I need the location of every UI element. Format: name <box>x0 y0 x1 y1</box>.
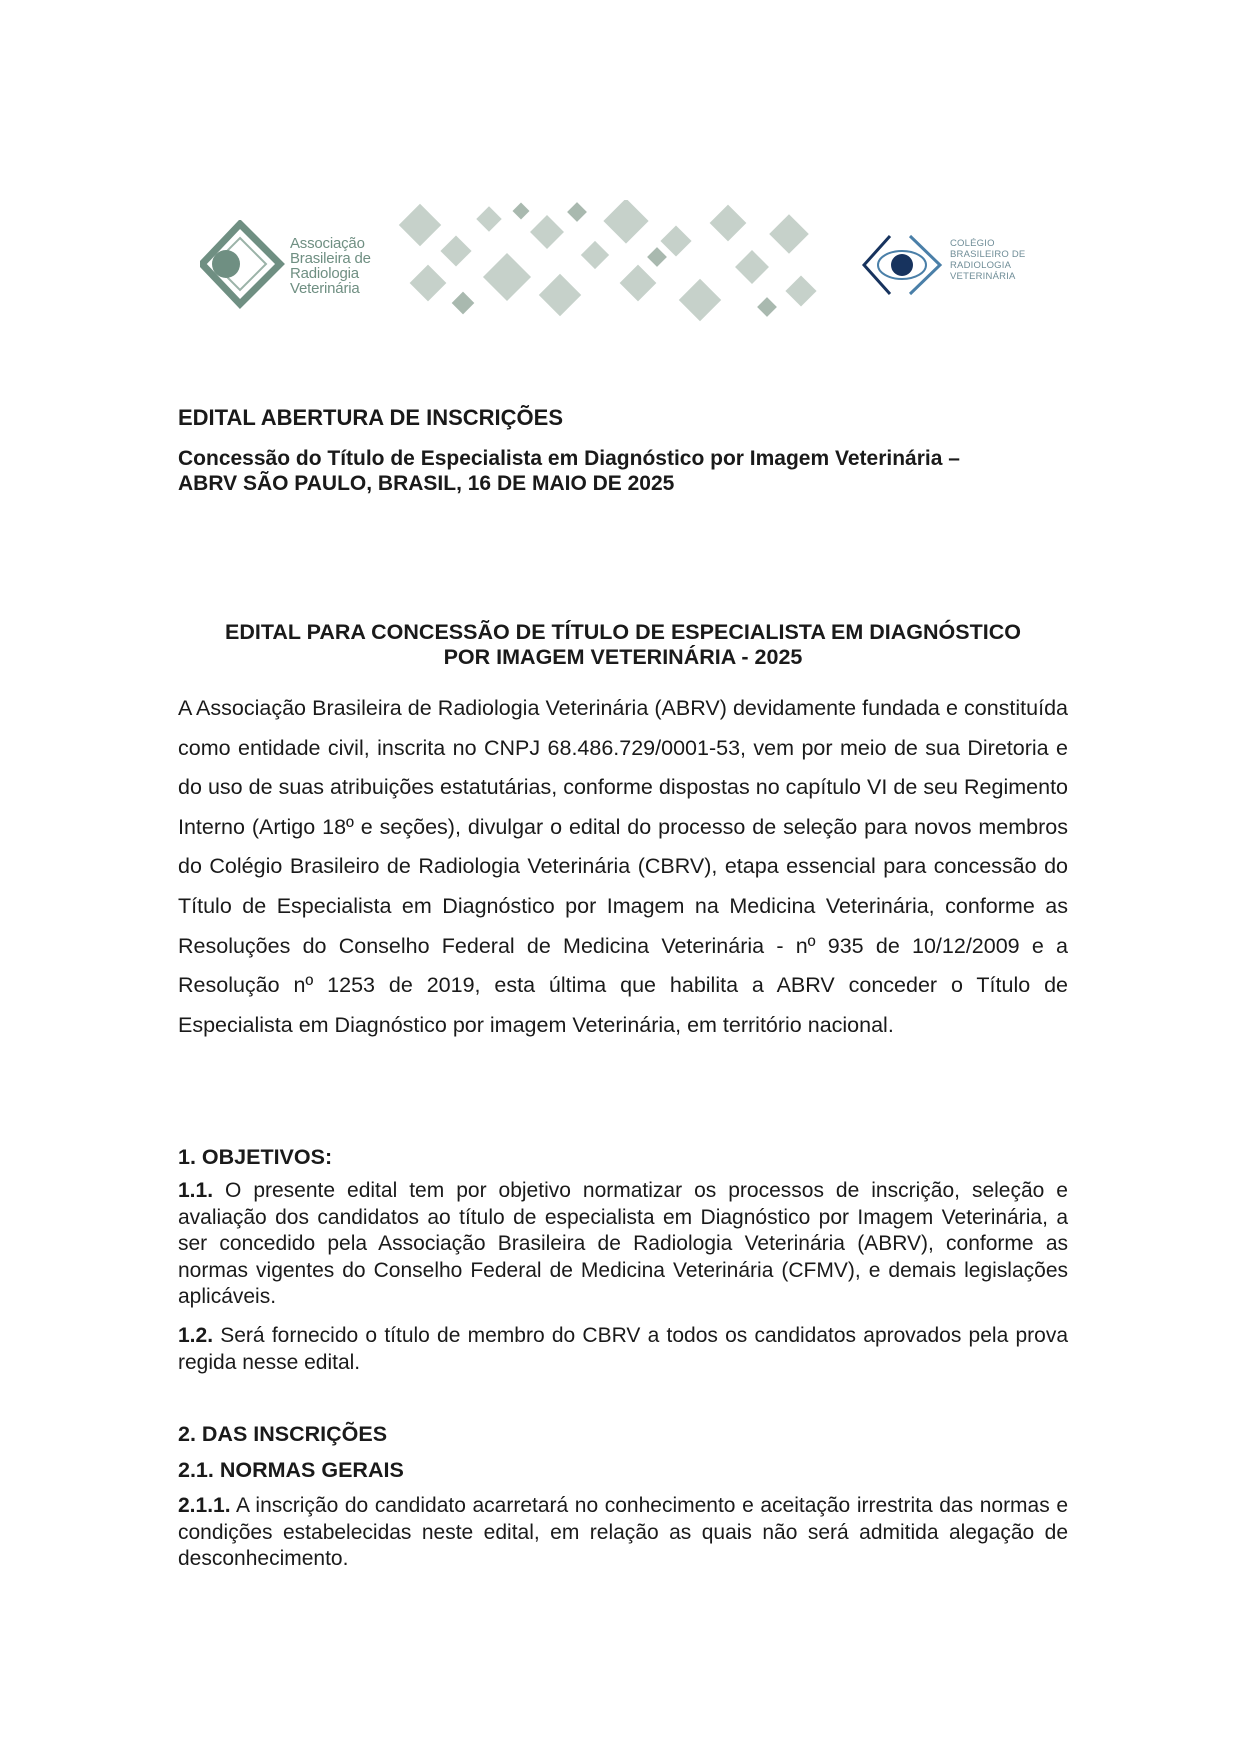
abrv-diamond-icon <box>200 220 285 310</box>
cbrv-logo-line: BRASILEIRO DE <box>950 249 1026 260</box>
cbrv-eye-icon <box>860 230 945 300</box>
paragraph-2-1-1 <box>178 1493 1068 1573</box>
edital-heading-line: EDITAL PARA CONCESSÃO DE TÍTULO DE ESPECIALISTA EM DIAGNÓSTICO <box>225 620 1021 644</box>
paragraph-text: O presente edital tem por objetivo normatizar os processos de inscrição, seleção e avaliação dos candidatos ao título de especialista em Diagnóstico por Imagem Veterinária, a ser concedido pela Associação Brasileira de Radiologia Veterinária (ABRV), conforme as normas vigentes do Conselho Federal de Medicina Veterinária (CFMV), e demais legislações aplicáveis. <box>178 1179 1068 1308</box>
cbrv-logo-line: RADIOLOGIA <box>950 260 1012 271</box>
section-2-1-heading: 2.1. NORMAS GERAIS <box>178 1458 404 1482</box>
cbrv-logo-text <box>950 238 1025 282</box>
abrv-logo-line: Veterinária <box>290 280 360 297</box>
section-1-heading: 1. OBJETIVOS: <box>178 1145 333 1169</box>
intro-paragraph: A Associação Brasileira de Radiologia Veterinária (ABRV) devidamente fundada e constituída como entidade civil, inscrita no CNPJ 68.486.729/0001-53, vem por meio de sua Diretoria e do uso de suas atribuições estatutárias, conforme dispostas no capítulo VI de seu Regimento Interno (Artigo 18º e seções), divulgar o edital do processo de seleção para novos membros do Colégio Brasileiro de Radiologia Veterinária (CBRV), etapa essencial para concessão do Título de Especialista em Diagnóstico por Imagem na Medicina Veterinária, conforme as Resoluções do Conselho Federal de Medicina Veterinária - nº 935 de 10/12/2009 e a Resolução nº 1253 de 2019, esta última que habilita a ABRV conceder o Título de Especialista em Diagnóstico por imagem Veterinária, em território nacional. <box>178 696 1068 1037</box>
document-title: EDITAL ABERTURA DE INSCRIÇÕES <box>178 405 564 430</box>
abrv-logo-text <box>290 236 371 296</box>
paragraph-text: A inscrição do candidato acarretará no conhecimento e aceitação irrestrita das normas e condições estabelecidas neste edital, em relação as quais não será admitida alegação de desconhecimento. <box>178 1494 1068 1570</box>
diamond-pattern-decoration <box>395 200 835 325</box>
abrv-logo <box>200 220 390 310</box>
paragraph-1-1 <box>178 1178 1068 1311</box>
abrv-logo-line: Brasileira de <box>290 250 371 267</box>
abrv-logo-line: Associação <box>290 235 365 252</box>
cbrv-logo-line: COLÉGIO <box>950 238 995 249</box>
section-2-heading: 2. DAS INSCRIÇÕES <box>178 1422 388 1446</box>
paragraph-1-2 <box>178 1323 1068 1376</box>
paragraph-number: 1.1. <box>178 1179 214 1202</box>
paragraph-number: 2.1.1. <box>178 1494 231 1517</box>
subtitle-line: Concessão do Título de Especialista em Diagnóstico por Imagem Veterinária – <box>178 447 960 470</box>
cbrv-logo <box>860 230 1030 300</box>
abrv-logo-line: Radiologia <box>290 265 359 282</box>
cbrv-logo-line: VETERINÁRIA <box>950 271 1016 282</box>
paragraph-text: Será fornecido o título de membro do CBRV a todos os candidatos aprovados pela prova regida nesse edital. <box>178 1324 1068 1374</box>
edital-heading <box>178 620 1068 670</box>
paragraph-number: 1.2. <box>178 1324 214 1347</box>
subtitle-line: ABRV SÃO PAULO, BRASIL, 16 DE MAIO DE 2025 <box>178 472 675 495</box>
letterhead <box>200 200 1030 330</box>
edital-heading-line: POR IMAGEM VETERINÁRIA - 2025 <box>443 645 803 669</box>
document-subtitle <box>178 446 1068 496</box>
